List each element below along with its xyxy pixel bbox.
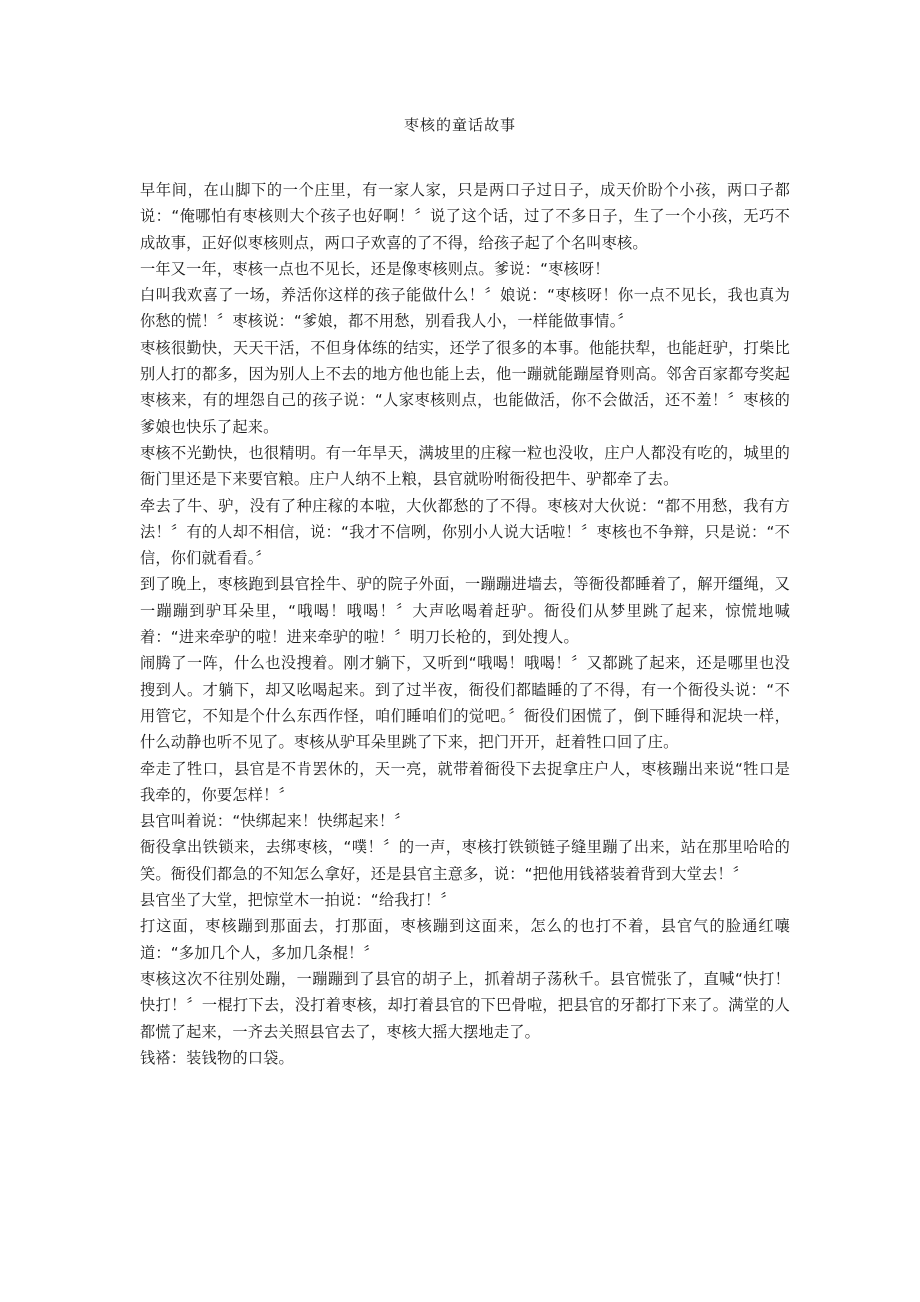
paragraph: 牵去了牛、驴，没有了种庄稼的本啦，大伙都愁的了不得。枣核对大伙说：“都不用愁，我有方法！〞有的人却不相信，说：“我才不信咧，你别小人说大话啦！〞枣核也不争辩，只是说：“不信，你们就看看。〞 [140,496,790,568]
footnote: 钱褡：装钱物的口袋。 [140,1048,294,1067]
paragraph: 白叫我欢喜了一场，养活你这样的孩子能做什么！〞娘说：“枣核呀！你一点不见长，我也真为你愁的慌！〞枣核说：“爹娘，都不用愁，别看我人小，一样能做事情。〞 [140,286,790,331]
paragraph: 枣核不光勤快，也很精明。有一年旱天，满坡里的庄稼一粒也没收，庄户人都没有吃的，城里的衙门里还是下来要官粮。庄户人纳不上粮，县官就吩咐衙役把牛、驴都牵了去。 [140,443,790,489]
paragraph: 牵走了牲口，县官是不肯罢休的，天一亮，就带着衙役下去捉拿庄户人，枣核蹦出来说“牲口是我牵的，你要怎样！〞 [140,759,790,804]
paragraph: 枣核很勤快，天天干活，不但身体练的结实，还学了很多的本事。他能扶犁，也能赶驴，打柴比别人打的都多，因为别人上不去的地方他也能上去，他一蹦就能蹦屋脊则高。邻舍百家都夸奖起枣核来，有的埋怨自己的孩子说：“人家枣核则点，也能做活，你不会做活，还不羞！〞枣核的爹娘也快乐了起来。 [140,338,790,436]
paragraph: 到了晚上，枣核跑到县官拴牛、驴的院子外面，一蹦蹦进墙去，等衙役都睡着了，解开缰绳，又一蹦蹦到驴耳朵里，“哦喝！哦喝！〞大声吆喝着赶驴。衙役们从梦里跳了起来，惊慌地喊着：“进来牵驴的啦！进来牵驴的啦！〞明刀长枪的，到处搜人。 [140,575,790,647]
document-body [140,177,790,1071]
document-title: 枣核的童话故事 [403,116,516,134]
paragraph: 闹腾了一阵，什么也没搜着。刚才躺下，又听到“哦喝！哦喝！〞又都跳了起来，还是哪里也没搜到人。才躺下，却又吆喝起来。到了过半夜，衙役们都瞌睡的了不得，有一个衙役头说：“不用管它，不知是个什么东西作怪，咱们睡咱们的觉吧。〞衙役们困慌了，倒下睡得和泥块一样，什么动静也听不见了。枣核从驴耳朵里跳了下来，把门开开，赶着牲口回了庄。 [140,654,790,752]
paragraph: 一年又一年，枣核一点也不见长，还是像枣核则点。爹说：“枣核呀！ [140,259,610,278]
paragraph: 县官坐了大堂，把惊堂木一拍说：“给我打！〞 [140,891,456,910]
paragraph: 枣核这次不往别处蹦，一蹦蹦到了县官的胡子上，抓着胡子荡秋千。县官慌张了，直喊“快打！快打！〞一棍打下去，没打着枣核，却打着县官的下巴骨啦，把县官的牙都打下来了。满堂的人都慌了起来，一齐去关照县官去了，枣核大摇大摆地走了。 [140,969,790,1041]
paragraph: 打这面，枣核蹦到那面去，打那面，枣核蹦到这面来，怎么的也打不着，县官气的脸通红嚷道：“多加几个人，多加几条棍！〞 [140,917,790,962]
paragraph: 县官叫着说：“快绑起来！快绑起来！〞 [140,812,410,831]
paragraph: 衙役拿出铁锁来，去绑枣核，“噗！〞的一声，枣核打铁锁链子缝里蹦了出来，站在那里哈哈的笑。衙役们都急的不知怎么拿好，还是县官主意多，说：“把他用钱褡装着背到大堂去！〞 [140,838,790,883]
paragraph: 早年间，在山脚下的一个庄里，有一家人家，只是两口子过日子，成天价盼个小孩，两口子都说：“俺哪怕有枣核则大个孩子也好啊！〞说了这个话，过了不多日子，生了一个小孩，无巧不成故事，正好似枣核则点，两口子欢喜的了不得，给孩子起了个名叫枣核。 [140,181,790,252]
